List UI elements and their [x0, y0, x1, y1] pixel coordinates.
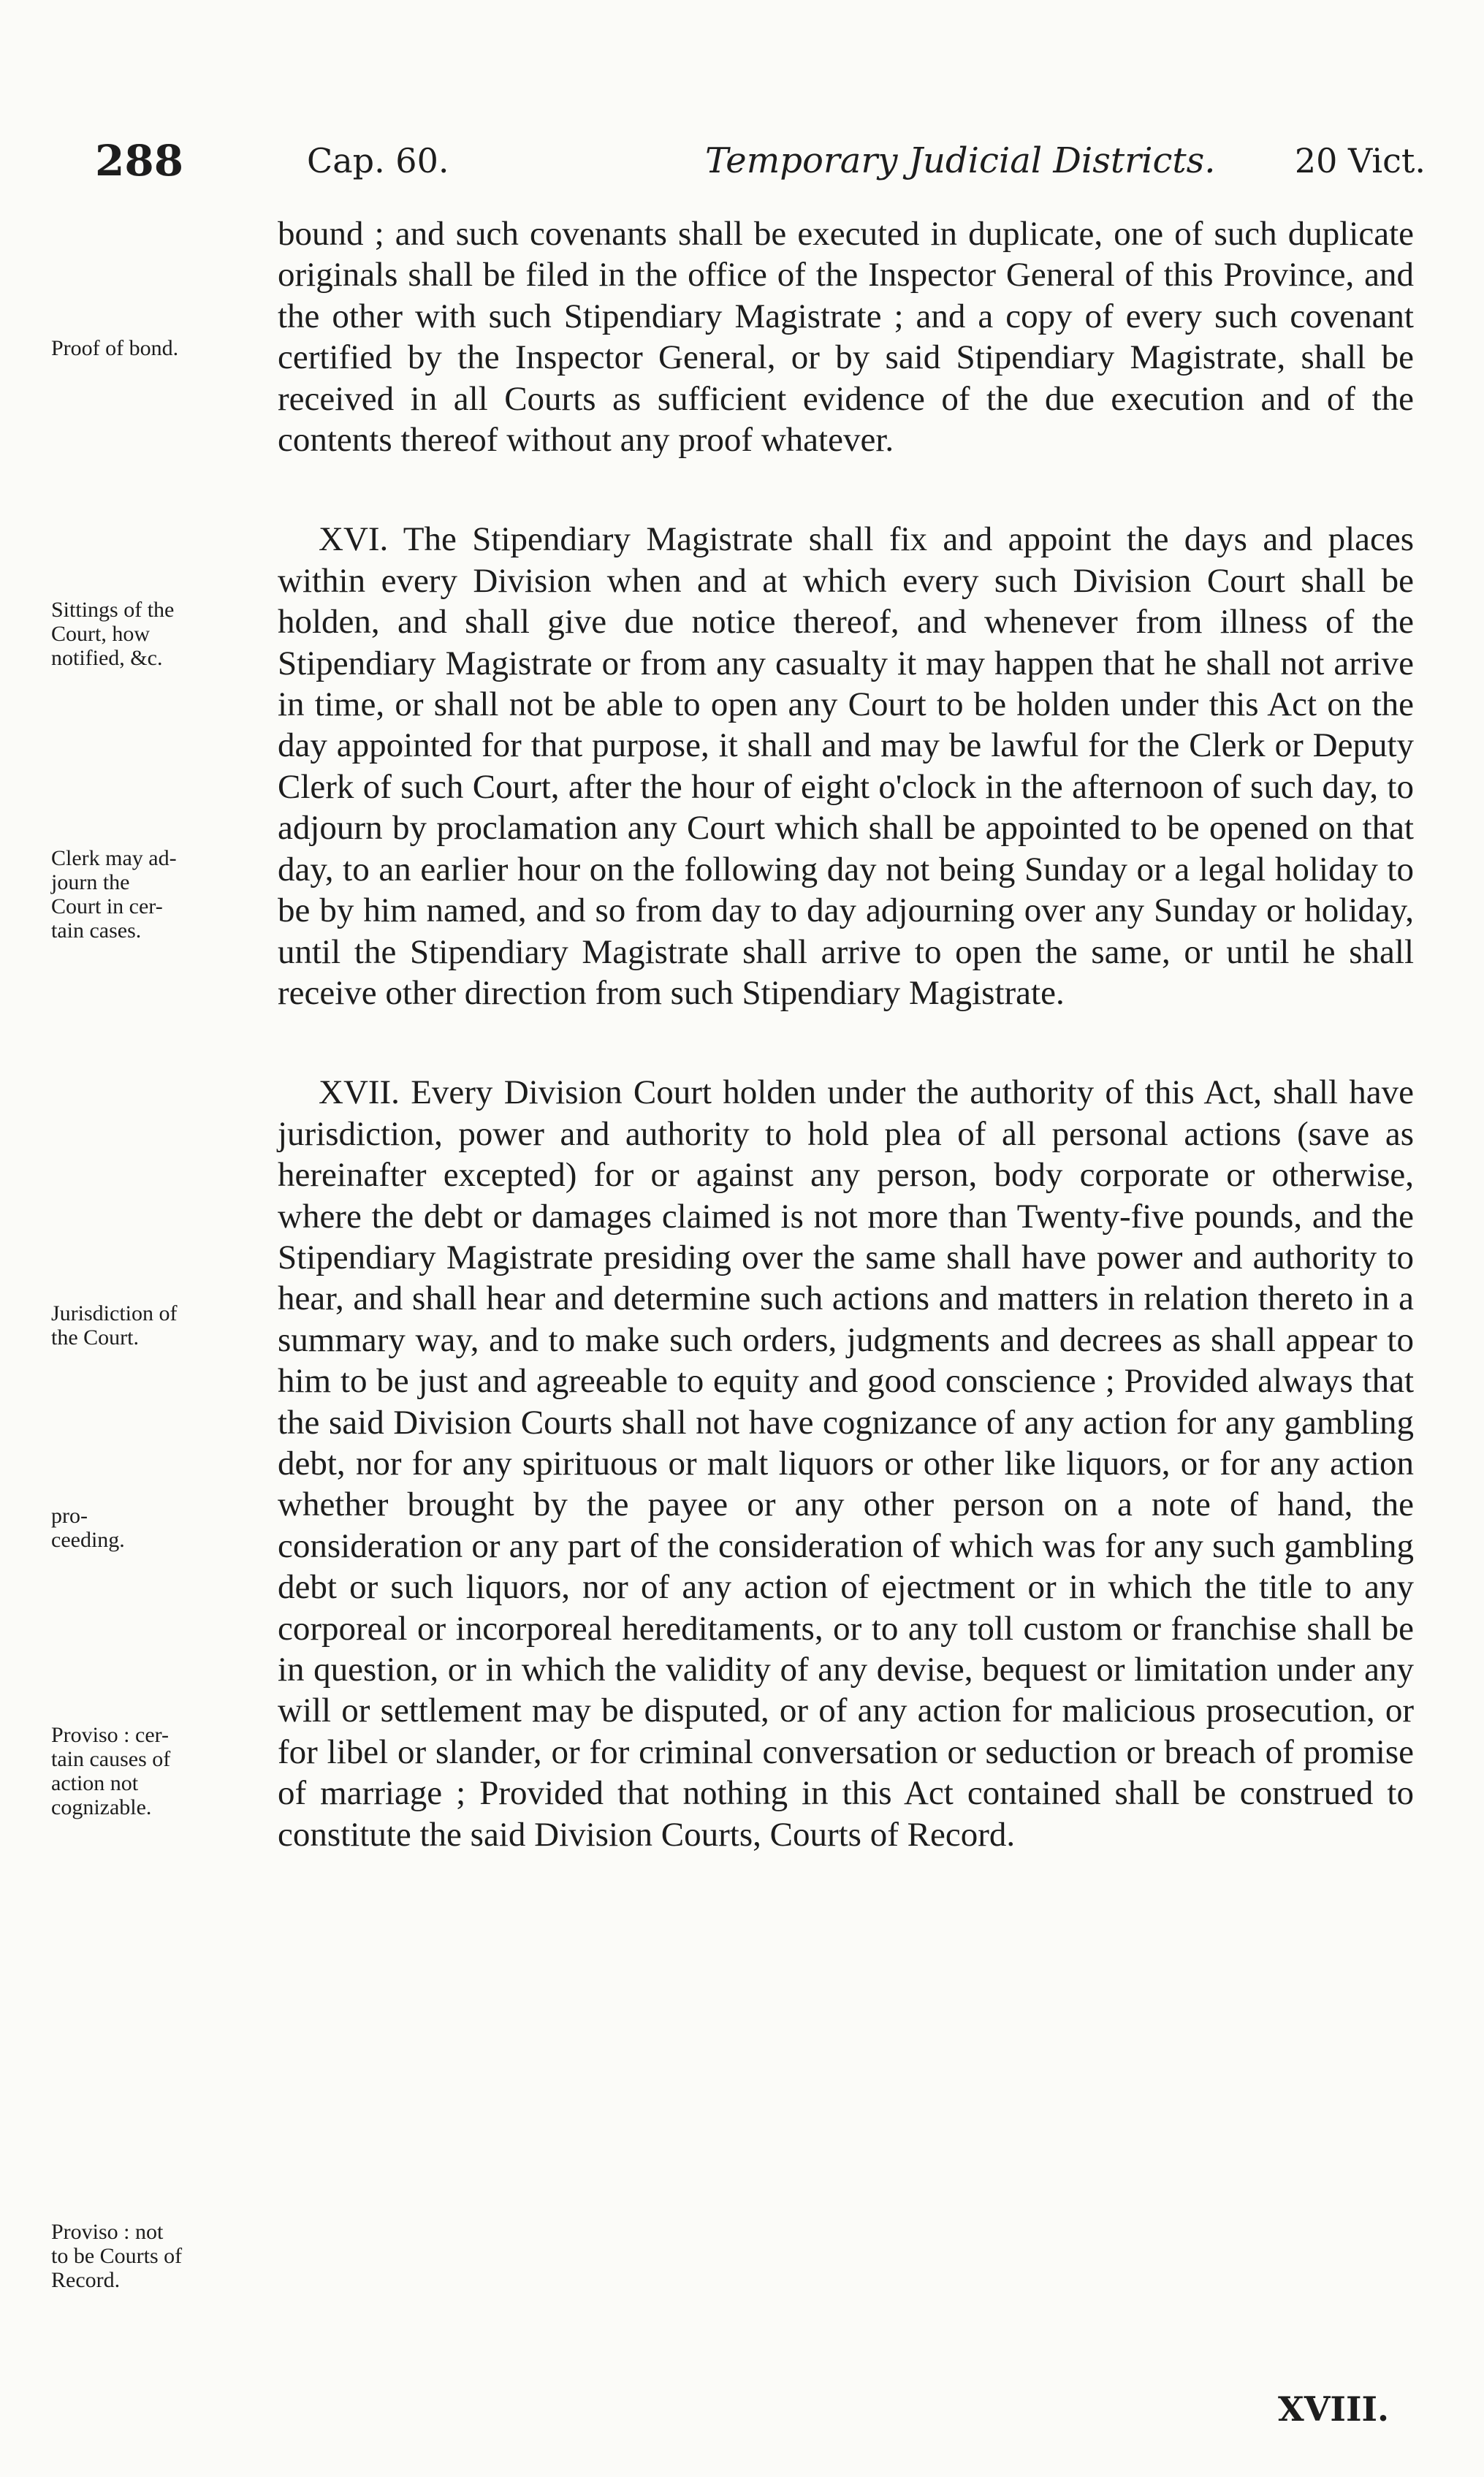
running-header [95, 132, 1426, 190]
section-xvii: XVII. Every Division Court holden under the authority of this Act, shall have jurisdiction, power and authority to hold plea of all personal actions (save as hereinafter excepted) for or against any person, body corporate or otherwise, where the debt or damages claimed is not more than Twenty-five pounds, and the Stipendiary Magistrate presiding over the same shall have power and authority to hear, and shall hear and determine such actions and matters in relation thereto in a summary way, and to make such orders, judgments and decrees as shall appear to him to be just and agreeable to equity and good conscience ; Provided always that the said Division Courts shall not have cognizance of any action for any gambling debt, nor for any spirituous or malt liquors or other like liquors, or for any action whether brought by the payee or any other person on a note of hand, the consideration or any part of the consideration of which was for any such gambling debt or such liquors, nor of any action of ejectment or in which the title to any corporeal or incorporeal hereditaments, or to any toll custom or franchise shall be in question, or in which the validity of any devise, bequest or limitation under any will or settlement may be disputed, or of any action for malicious prosecution, or for libel or slander, or for criminal conversation or seduction or breach of promise of marriage ; Provided that nothing in this Act contained shall be construed to constitute the said Division Courts, Courts of Record. [278, 1073, 1414, 1854]
margin-note-proceeding: pro- ceeding. [51, 1504, 125, 1552]
margin-note-jurisdiction: Jurisdiction of the Court. [51, 1301, 178, 1350]
margin-note-proviso-causes: Proviso : cer- tain causes of action not cognizable. [51, 1723, 171, 1819]
regnal-year: 20 Vict. [1294, 141, 1426, 180]
margin-note-sittings: Sittings of the Court, how notified, &c. [51, 598, 175, 670]
running-title: Temporary Judicial Districts. [705, 140, 1216, 181]
chapter-label: Cap. 60. [307, 141, 449, 180]
page-number: 288 [95, 136, 184, 186]
margin-note-proof-of-bond: Proof of bond. [51, 336, 179, 360]
margin-note-clerk-adjourn: Clerk may ad- journ the Court in cer- tain cases. [51, 846, 177, 943]
body-text [278, 213, 1414, 1855]
section-xvi: XVI. The Stipendiary Magistrate shall fix and appoint the days and places within every Division when and at which every such Division Court shall be holden, and shall give due notice thereof, and whenever from illness of the Stipendiary Magistrate or from any casualty it may happen that he shall not arrive in time, or shall not be able to open any Court to be holden under this Act on the day appointed for that purpose, it shall and may be lawful for the Clerk or Deputy Clerk of such Court, after the hour of eight o'clock in the afternoon of such day, to adjourn by proclamation any Court which shall be appointed to be opened on that day, to an earlier hour on the following day not being Sunday or a legal holiday to be by him named, and so from day to day adjourning over any Sunday or holiday, until the Stipendiary Magistrate shall arrive to open the same, or until he shall receive other direction from such Stipendiary Magistrate. [278, 520, 1414, 1012]
bond-paragraph: bound ; and such covenants shall be executed in duplicate, one of such duplicate originals shall be filed in the office of the Inspector General of this Province, and the other with such Stipendiary Magistrate ; and a copy of every such covenant certified by the Inspector General, or by said Stipendiary Magistrate, shall be received in all Courts as sufficient evidence of the due execution and of the contents thereof without any proof whatever. [278, 215, 1414, 460]
margin-note-proviso-record: Proviso : not to be Courts of Record. [51, 2220, 183, 2292]
catchword: XVIII. [1278, 2389, 1389, 2429]
